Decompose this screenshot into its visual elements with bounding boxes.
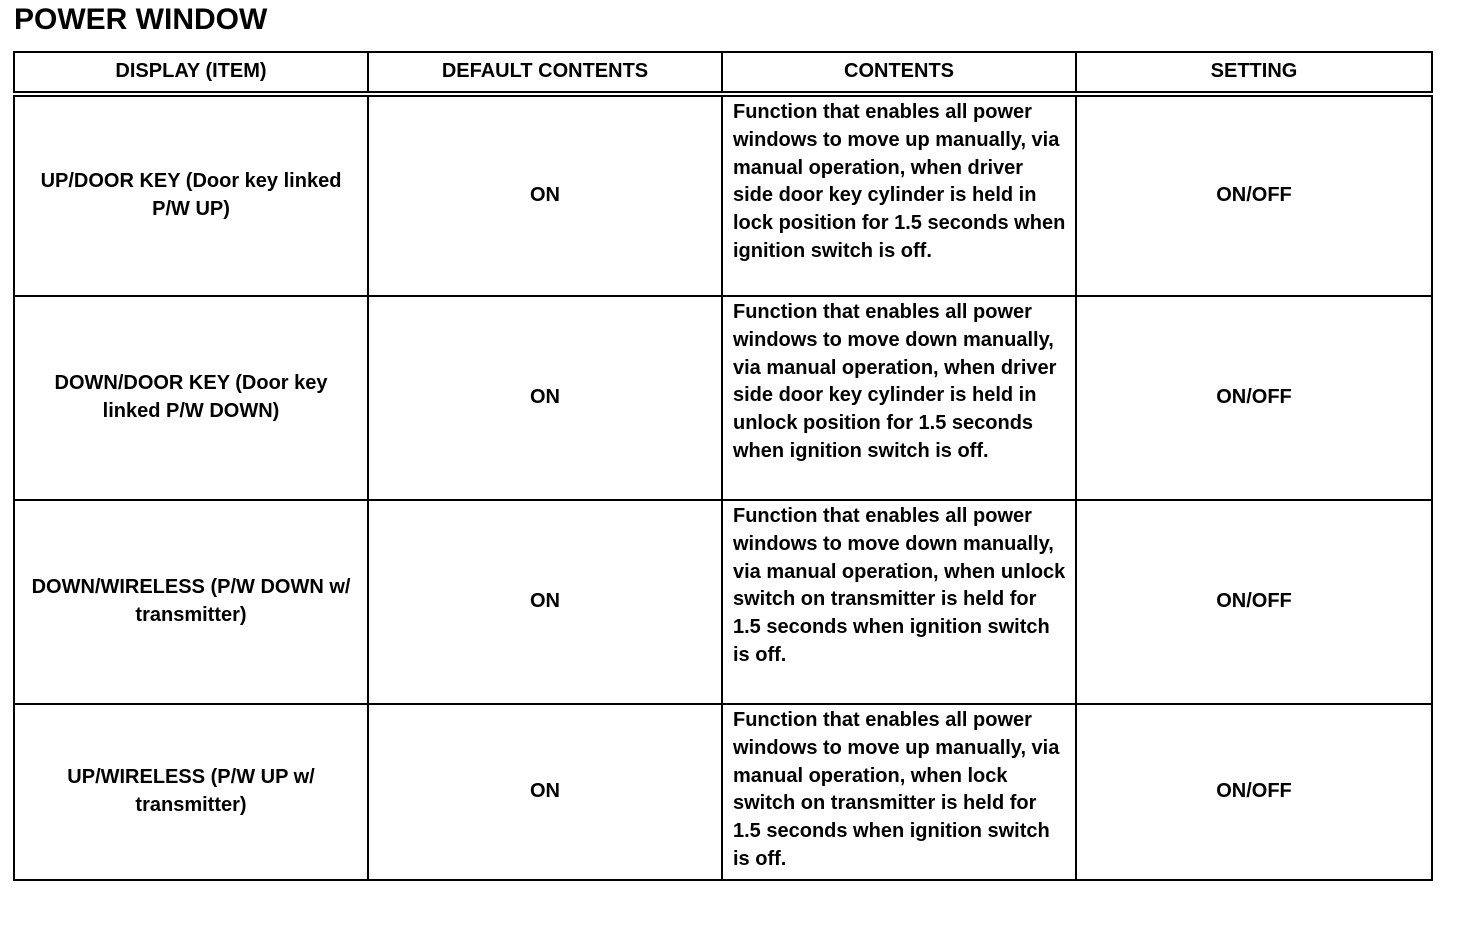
default-contents-cell: ON [368, 704, 722, 880]
table-header-row [14, 52, 1432, 94]
setting-cell: ON/OFF [1076, 500, 1432, 704]
contents-cell: Function that enables all power windows to move down manually, via manual operation, when unlock switch on transmitter is held for 1.5 seconds when ignition switch is off. [722, 500, 1076, 704]
display-item-cell: UP/DOOR KEY (Door key linked P/W UP) [14, 94, 368, 296]
setting-cell: ON/OFF [1076, 704, 1432, 880]
header-setting: SETTING [1076, 52, 1432, 94]
power-window-settings-table [13, 51, 1433, 881]
table-row [14, 500, 1432, 704]
contents-cell: Function that enables all power windows to move up manually, via manual operation, when driver side door key cylinder is held in lock position for 1.5 seconds when ignition switch is off. [722, 94, 1076, 296]
table-row [14, 94, 1432, 296]
header-default-contents: DEFAULT CONTENTS [368, 52, 722, 94]
setting-cell: ON/OFF [1076, 94, 1432, 296]
default-contents-cell: ON [368, 296, 722, 500]
page-title: POWER WINDOW [14, 3, 268, 36]
display-item-cell: DOWN/DOOR KEY (Door key linked P/W DOWN) [14, 296, 368, 500]
header-contents: CONTENTS [722, 52, 1076, 94]
table-row [14, 296, 1432, 500]
setting-cell: ON/OFF [1076, 296, 1432, 500]
default-contents-cell: ON [368, 500, 722, 704]
contents-cell: Function that enables all power windows to move up manually, via manual operation, when lock switch on transmitter is held for 1.5 seconds when ignition switch is off. [722, 704, 1076, 880]
display-item-cell: UP/WIRELESS (P/W UP w/ transmitter) [14, 704, 368, 880]
header-display-item: DISPLAY (ITEM) [14, 52, 368, 94]
display-item-cell: DOWN/WIRELESS (P/W DOWN w/ transmitter) [14, 500, 368, 704]
default-contents-cell: ON [368, 94, 722, 296]
table-row [14, 704, 1432, 880]
contents-cell: Function that enables all power windows to move down manually, via manual operation, when driver side door key cylinder is held in unlock position for 1.5 seconds when ignition switch is off. [722, 296, 1076, 500]
